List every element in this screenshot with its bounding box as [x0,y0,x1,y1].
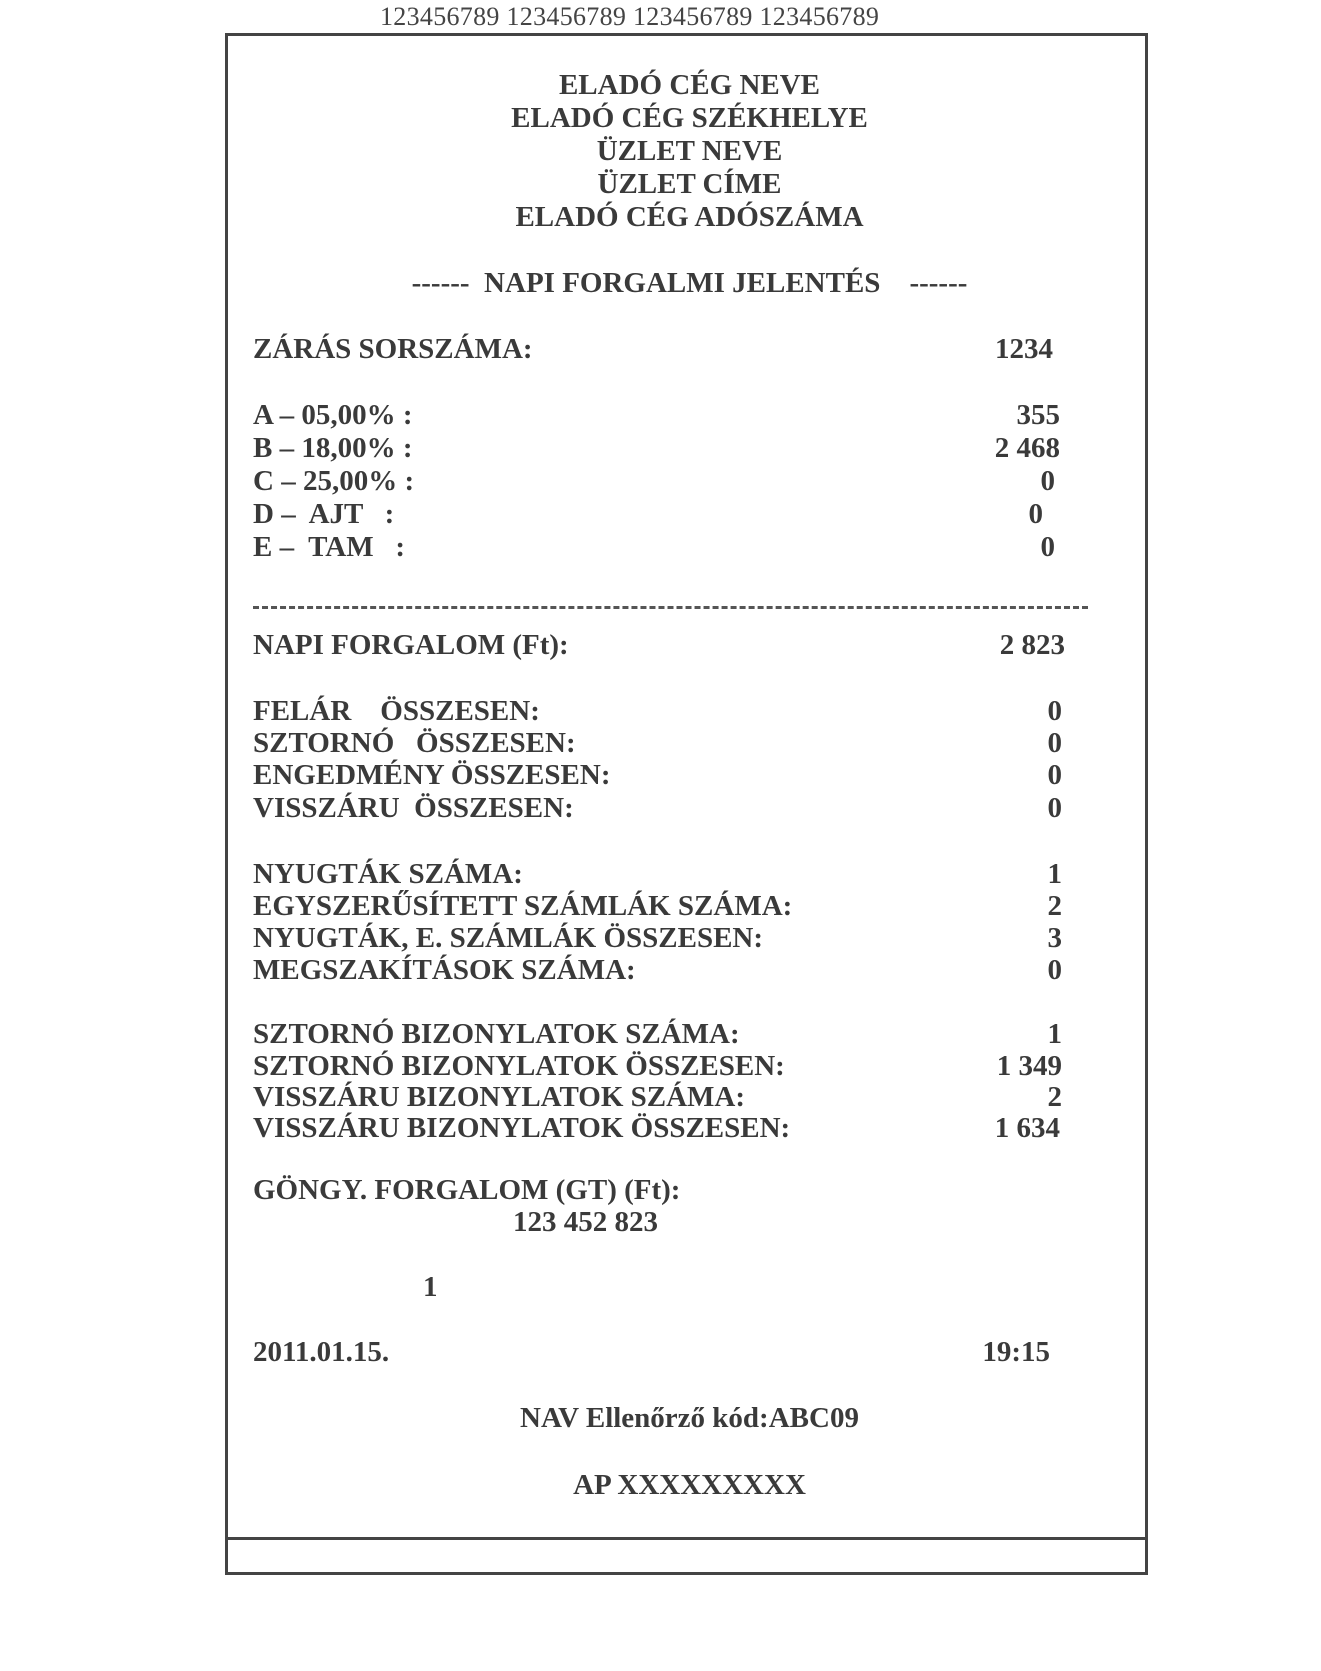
vat-row-label: A – 05,00% : [253,399,413,431]
closure-value: 1234 [995,333,1053,365]
character-ruler: 123456789 123456789 123456789 123456789 [380,2,880,31]
vat-row-label: B – 18,00% : [253,432,413,464]
gt-value: 123 452 823 [513,1206,658,1238]
document-row-value: 1 349 [996,1050,1062,1082]
total-row-value: 0 [1047,792,1062,824]
count-row-value: 3 [1047,922,1062,954]
document-row-value: 1 634 [994,1112,1060,1144]
shop-address: ÜZLET CÍME [597,168,782,200]
vat-row-value: 0 [1040,465,1055,497]
total-row-label: VISSZÁRU ÖSSZESEN: [253,792,574,824]
document-row-label: VISSZÁRU BIZONYLATOK ÖSSZESEN: [253,1112,791,1144]
total-row-value: 0 [1047,759,1062,791]
document-row-value: 1 [1047,1018,1062,1050]
vat-row-label: D – AJT : [253,498,395,530]
count-row-value: 2 [1047,890,1062,922]
count-row-value: 0 [1047,954,1062,986]
count-row-label: NYUGTÁK SZÁMA: [253,858,523,890]
vat-row-value: 0 [1028,498,1043,530]
total-row-value: 0 [1047,695,1062,727]
receipt [225,33,1148,1575]
receipt-bottom-divider [228,1537,1145,1540]
count-row-label: EGYSZERŰSÍTETT SZÁMLÁK SZÁMA: [253,890,793,922]
document-row-label: VISSZÁRU BIZONYLATOK SZÁMA: [253,1081,746,1113]
daily-turnover-label: NAPI FORGALOM (Ft): [253,629,569,661]
shop-name: ÜZLET NEVE [596,135,783,167]
report-date: 2011.01.15. [253,1336,390,1368]
company-name: ELADÓ CÉG NEVE [558,69,821,101]
count-row-label: NYUGTÁK, E. SZÁMLÁK ÖSSZESEN: [253,922,764,954]
dashed-separator [253,606,1088,609]
count-row-label: MEGSZAKÍTÁSOK SZÁMA: [253,954,636,986]
document-row-label: SZTORNÓ BIZONYLATOK ÖSSZESEN: [253,1050,785,1082]
closure-label: ZÁRÁS SORSZÁMA: [253,333,533,365]
vat-row-value: 2 468 [994,432,1060,464]
gt-label: GÖNGY. FORGALOM (GT) (Ft): [253,1174,681,1206]
report-time: 19:15 [982,1336,1050,1368]
daily-turnover-value: 2 823 [999,629,1065,661]
tax-number: ELADÓ CÉG ADÓSZÁMA [515,201,864,233]
company-seat: ELADÓ CÉG SZÉKHELYE [511,102,868,134]
ap-number: AP XXXXXXXXX [573,1469,806,1501]
vat-row-value: 355 [1016,399,1060,431]
counter-value: 1 [423,1271,438,1303]
report-title: ------ NAPI FORGALMI JELENTÉS ------ [411,267,968,299]
nav-control-code: NAV Ellenőrző kód:ABC09 [520,1402,859,1434]
vat-row-label: E – TAM : [253,531,405,563]
total-row-label: SZTORNÓ ÖSSZESEN: [253,727,576,759]
vat-row-value: 0 [1040,531,1055,563]
total-row-label: FELÁR ÖSSZESEN: [253,695,540,727]
document-row-value: 2 [1047,1081,1062,1113]
vat-row-label: C – 25,00% : [253,465,415,497]
document-row-label: SZTORNÓ BIZONYLATOK SZÁMA: [253,1018,740,1050]
count-row-value: 1 [1047,858,1062,890]
total-row-label: ENGEDMÉNY ÖSSZESEN: [253,759,611,791]
total-row-value: 0 [1047,727,1062,759]
